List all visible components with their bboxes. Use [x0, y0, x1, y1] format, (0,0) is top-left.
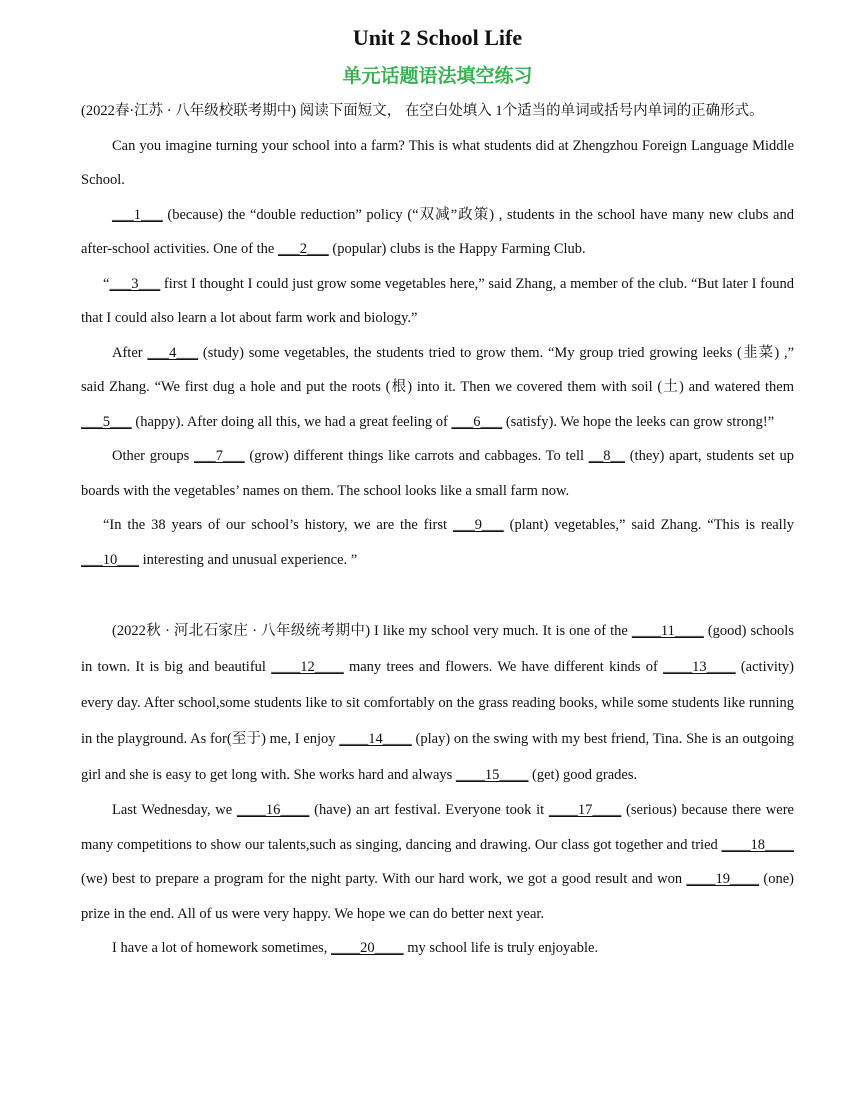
blank-11: ____11____ — [631, 623, 704, 639]
page-title: Unit 2 School Life — [352, 25, 523, 50]
blank-18: ____18____ — [721, 836, 794, 853]
passage-1-intro: (2022春·江苏 · 八年级校联考期中) 阅读下面短文， 在空白处填入 1个适当的单词或括号内单词的正确形式。 — [81, 103, 764, 119]
blank-19: ____19____ — [686, 871, 759, 887]
blank-1: ___1___ — [112, 206, 163, 223]
blank-10: ___10___ — [81, 551, 139, 568]
text-segment: (grow) different things like carrots and cabbages. To tell — [244, 448, 589, 464]
text-segment: (plant) vegetables,” said Zhang. “This is really — [503, 517, 794, 533]
passage-2-paragraph-2 — [81, 793, 794, 931]
text-segment: my school life is truly enjoyable. — [403, 940, 599, 956]
text-segment: interesting and unusual experience. ” — [139, 551, 358, 568]
text-segment: (they) apart, students set up boards with the vegetables’ names on them. The school looks like a small farm now. — [81, 448, 794, 499]
blank-13: ____13____ — [663, 659, 736, 675]
blank-5: ___5___ — [81, 413, 132, 430]
blank-14: ____14____ — [339, 731, 412, 747]
text-segment: many trees and flowers. We have different kinds of — [343, 659, 664, 675]
text-segment: (popular) clubs is the Happy Farming Club. — [328, 241, 586, 257]
passage-1-paragraph-6 — [81, 508, 794, 577]
blank-17: ____17____ — [548, 802, 622, 818]
text-segment: (study) some vegetables, the students tried to grow them. “My group tried growing leeks (韭菜) ,” said Zhang. “We first dug a hole and put the roots (根) into it. Then we covered them with soil (土) and watered them — [81, 344, 795, 395]
text-segment: (we) best to prepare a program for the night party. With our hard work, we got a good result and won — [81, 871, 687, 887]
text-segment: (2022秋 · 河北石家庄 · 八年级统考期中) I like my school very much. It is one of the — [112, 623, 632, 639]
text-segment: (serious) because there were many competitions to show our talents,such as singing, dancing and drawing. Our class got together and tried — [81, 802, 794, 853]
blank-2: ___2___ — [278, 241, 329, 257]
blank-4: ___4___ — [147, 344, 199, 361]
passage-2 — [81, 613, 794, 966]
blank-6: ___6___ — [451, 413, 503, 430]
blank-12: ____12____ — [271, 659, 344, 675]
text-segment: “ — [103, 275, 110, 292]
text-segment: (have) an art festival. Everyone took it — [309, 802, 549, 818]
text-segment: (get) good grades. — [528, 767, 638, 783]
blank-9: ___9___ — [452, 517, 504, 533]
text-segment: I have a lot of homework sometimes, — [112, 940, 332, 956]
blank-3: ___3___ — [109, 275, 161, 292]
text-segment: (activity) every day. After school,some students like to sit comfortably on the grass reading books, while some students like running in the playground. As for(至于) me, I enjoy — [81, 659, 794, 747]
text-segment: Last Wednesday, we — [112, 802, 237, 818]
passage-1-paragraph-2 — [81, 198, 794, 267]
passage-2-paragraph-3 — [81, 931, 794, 966]
text-segment: “In the 38 years of our school’s history, we are the first — [103, 517, 453, 533]
text-segment: (play) on the swing with my best friend, Tina. She is an outgoing girl and she is easy to get long with. She works hard and always — [81, 731, 795, 783]
passage-1 — [81, 94, 794, 577]
text-segment: (good) schools in town. It is big and beautiful — [81, 623, 794, 675]
blank-7: ___7___ — [193, 448, 245, 464]
blank-8: __8__ — [588, 448, 625, 464]
passage-1-paragraph-4 — [81, 336, 794, 440]
text-segment: (one) prize in the end. All of us were very happy. We hope we can do better next year. — [81, 871, 794, 922]
passage-1-paragraph-5 — [81, 439, 794, 508]
section-spacer — [81, 577, 794, 613]
page-subtitle: 单元话题语法填空练习 — [342, 65, 533, 87]
text-segment: first I thought I could just grow some vegetables here,” said Zhang, a member of the club. “But later I found that I could also learn a lot about farm work and biology.” — [81, 275, 794, 326]
passage-1-paragraph-1: Can you imagine turning your school into a farm? This is what students did at Zhengzhou Foreign Language Middle School. — [81, 137, 794, 188]
blank-15: ____15____ — [455, 767, 529, 783]
text-segment: (because) the “double reduction” policy (“双减”政策) , students in the school have many new clubs and after-school activities. One of the — [81, 206, 794, 257]
text-segment: Other groups — [112, 448, 194, 464]
text-segment: (satisfy). We hope the leeks can grow strong!” — [502, 413, 775, 430]
passage-2-paragraph-1 — [81, 613, 794, 793]
blank-16: ____16____ — [236, 802, 310, 818]
text-segment: (happy). After doing all this, we had a great feeling of — [131, 413, 452, 430]
blank-20: ____20____ — [331, 940, 404, 956]
text-segment: After — [112, 344, 148, 361]
passage-1-paragraph-3 — [81, 267, 794, 336]
